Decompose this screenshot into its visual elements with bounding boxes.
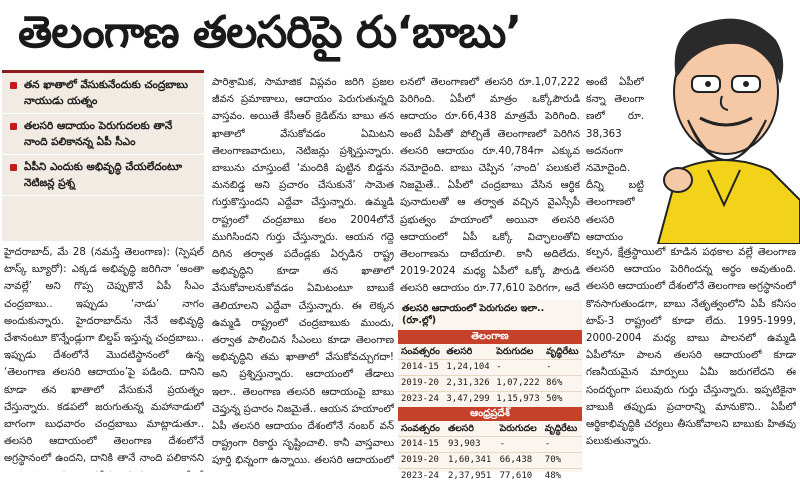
table-section-telangana: తెలంగాణ bbox=[398, 330, 582, 344]
andhra-table bbox=[398, 421, 582, 484]
table-row: 2023-24 3,47,299 1,15,973 50% bbox=[398, 392, 582, 408]
table-row: 2019-20 2,31,326 1,07,222 86% bbox=[398, 376, 582, 392]
header-growth: వృద్ధిరేటు bbox=[543, 344, 582, 360]
bullet-item: తన ఖాతాలో వేసుకునేందుకు చంద్రబాబు నాయుడు యత్నం bbox=[2, 73, 204, 114]
header-growth: వృద్ధిరేటు bbox=[542, 421, 582, 437]
table-row: 2014-15 1,24,104 - - bbox=[398, 360, 582, 376]
article-column-4-top: అంటే ఏపీలో కన్నా తెలంగా ణలో రూ. 38,363 అదనంగా నమోదైంది. దీన్ని బట్టి తెలంగాణలో తలసరి ఆదాయం bbox=[586, 74, 644, 244]
table-row: 2023-24 2,37,951 77,610 48% bbox=[398, 469, 582, 484]
table-title: తలసరి ఆదాయంలో పెరుగుదల ఇలా..(రూ.ల్లో) bbox=[398, 300, 582, 330]
article-column-4-bottom: కల్పన, క్షేత్రస్థాయిలో కూడిన పథకాల వల్లే తెలంగాణ తలసరి ఆదాయం పెరిగిందన్న అర్థం అవుతుంది. తలసరి ఆదాయంలో దేశంలోనే తెలంగాణ అగ్రస్థానంలో కొనసాగుతుండగా, బాబు నేతృత్వంలోని ఏపీ కనీసం టాప్-3 రాష్ట్రంలో కూడా లేదు. 1995-1999, 2000-2004 మధ్య బాబు పాలనలో ఉమ్మడి ఏపీలోనూ పాలన తలసరి ఆదాయంలో కూడా గణనీయమైన మార్పులు ఏమీ జరుగలేదని ఈ సందర్భంగా పలువురు గుర్తు చేస్తున్నారు. ఇప్పటికైనా బాబుకి తప్పుడు ప్రచారాన్ని మానుకొని.. ఏపీలో ఆర్థికాభివృద్ధికి చర్యలు తీసుకోవాలని బాబుకు హితవు పలుకుతున్నారు. bbox=[586, 244, 796, 472]
article-column-1: హైదరాబాద్, మే 28 (నమస్తే తెలంగాణ): (స్పెషల్ టాస్క్ బ్యూరో): ఎక్కడ అభివృద్ధి జరిగినా ‘అంతా నావల్లే’ అని గొప్ప చెప్పుకొనే ఏపీ సీఎం చంద్రబాబు.. ఇప్పుడు ‘నాడు’ నాగం అందుకున్నారు. హైదరాబాద్‌ను నేనే అభివృద్ధి చేశానంటూ కొన్నేండ్లుగా బిల్డప్ ఇస్తున్న చంద్రబాబు.. ఇప్పుడు దేశంలోనే మొదటిస్థానంలో ఉన్న ‘తెలంగాణ తలసరి ఆదాయం’పై పడింది. దానిని కూడా తన ఖాతాలో వేసుకునే ప్రయత్నం చేస్తున్నారు. కడపలో జరుగుతున్న మహానాడులో బాగంగా బుధవారం చంద్రబాబు మాట్లాడుతూ.. తలసరి ఆదాయంలో తెలంగాణ దేశంలోనే అగ్రస్థానంలో ఉందని, దానికి తానే నాంది పలికానని bbox=[4, 244, 204, 472]
header-increase: పెరుగుదల bbox=[493, 344, 543, 360]
summary-bullets bbox=[2, 70, 204, 241]
bullet-square-icon bbox=[10, 164, 17, 171]
telangana-table bbox=[398, 344, 582, 407]
header-year: సంవత్సరం bbox=[398, 421, 445, 437]
table-section-andhra-pradesh: ఆంధ్రప్రదేశ్ bbox=[398, 407, 582, 421]
income-table-box bbox=[398, 300, 582, 472]
header-year: సంవత్సరం bbox=[398, 344, 443, 360]
bullet-square-icon bbox=[10, 123, 17, 130]
bullet-square-icon bbox=[10, 82, 17, 89]
headline: తెలంగాణ తలసరిపై రు‘బాబు’ bbox=[18, 2, 658, 64]
table-row: 2014-15 93,903 - - bbox=[398, 437, 582, 453]
caricature-image bbox=[648, 0, 800, 244]
article-column-3: లనలో తెలంగాణలో తలసరి రూ.1,07,222 పెరిగింది. ఏపీలో మాత్రం ఒక్కోపౌరుడి ఆదాయం రూ.66,438 మాత్రమే పెరిగింది. అంటే ఏపీతో పోల్చితే తెలంగాణలో పెరిగిన తలసరి ఆదాయం రూ.40,784గా ఎక్కువ నమోదైంది. బాబు చెప్పిన ‘నాంది’ పలుకులే నిజమైతే.. ఏపీలో చంద్రబాబు వేసిన ఆర్థిక పునాదులతో ఆ తర్వాత వచ్చిన వైఎస్సీపీ ప్రభుత్వం హయాంలో అయినా తలసరి ఆదాయంలో ఏపీ ఒక్కో విచ్ఛాలంతోచి తెలంగాణను దాటేయాలి. కానీ అదిలేదు. 2019-2024 మధ్య ఏపీలో ఒక్కో పౌరుడి తలసరి ఆదాయం రూ.77,610 పెరిగగా, అదే bbox=[400, 74, 580, 298]
header-increase: పెరుగుదల bbox=[497, 421, 542, 437]
header-percapita: తలసరి bbox=[443, 344, 493, 360]
bullet-item: ఏపీని ఎందుకు అభివృద్ధి చేయలేదంటూ నెటిజన్ల ప్రశ్న bbox=[2, 155, 204, 196]
header-percapita: తలసరి bbox=[445, 421, 497, 437]
article-column-2: పారిశ్రామిక, సామాజిక విప్లవం జరిగి ప్రజల జీవన ప్రమాణాలు, ఆదాయం పెరుగుతున్నది వాస్తవం. అయితే కేసీఆర్ క్రెడిట్‌ను బాబు తన ఖాతాలో వేసుకోవడం ఏమిటని తెలంగాణవాదులు, నెటిజన్లు ప్రశ్నిస్తున్నారు. బాబును చూస్తుంటే ‘మందికి పుట్టిన బిడ్డను మనబిడ్డ అని ప్రచారం చేసుకునే’ సామెత గుర్తుకొస్తుందని ఎద్దేవా చేస్తున్నారు. ఉమ్మడి రాష్ట్రంలో చంద్రబాబు కలం 2004లోనే ముగిసిందని గుర్తు చేస్తున్నారు. ఆయన గద్దె దిగిన తర్వాత పదేండ్లకు ఏర్పడిన రాష్ట్ర అభివృద్ధిని కూడా తన ఖాతాలో వేసుకోవాలనుకోవడం ఏమిటంటూ బాబుకే తెలియాలని ఎద్దేవా చేస్తున్నారు. ఈ లెక్కన ఉమ్మడి రాష్ట్రంలో చంద్రబాబుకు ముందు, తర్వాత పాలించిన సీఎంలు కూడా తెలంగాణ అభివృద్ధిని తమ ఖాతాలో వేసుకోవచ్చుగదా! అని ప్రశ్నిస్తున్నారు. ఆదాయంలో తేడాలు ఇలా.. తెలంగాణ తలసరి ఆదాయంపై బాబు చెప్తున్న ప్రచారం నిజమైతే.. ఆయన హయాంలో ఏపీ తలసరి ఆదాయం దేశంలోనే నంబర్ వన్ రాష్ట్రంగా రికార్డు సృష్టించాలి. కానీ వాస్తవాలు పూర్తి భిన్నంగా ఉన్నాయి. తలసరి ఆదాయంలో bbox=[212, 74, 394, 472]
bullet-item: తలసరి ఆదాయం పెరుగుదలకు తానే నాంది పలికానన్న ఏపీ సీఎం bbox=[2, 114, 204, 155]
table-row: 2019-20 1,60,341 66,438 70% bbox=[398, 453, 582, 469]
